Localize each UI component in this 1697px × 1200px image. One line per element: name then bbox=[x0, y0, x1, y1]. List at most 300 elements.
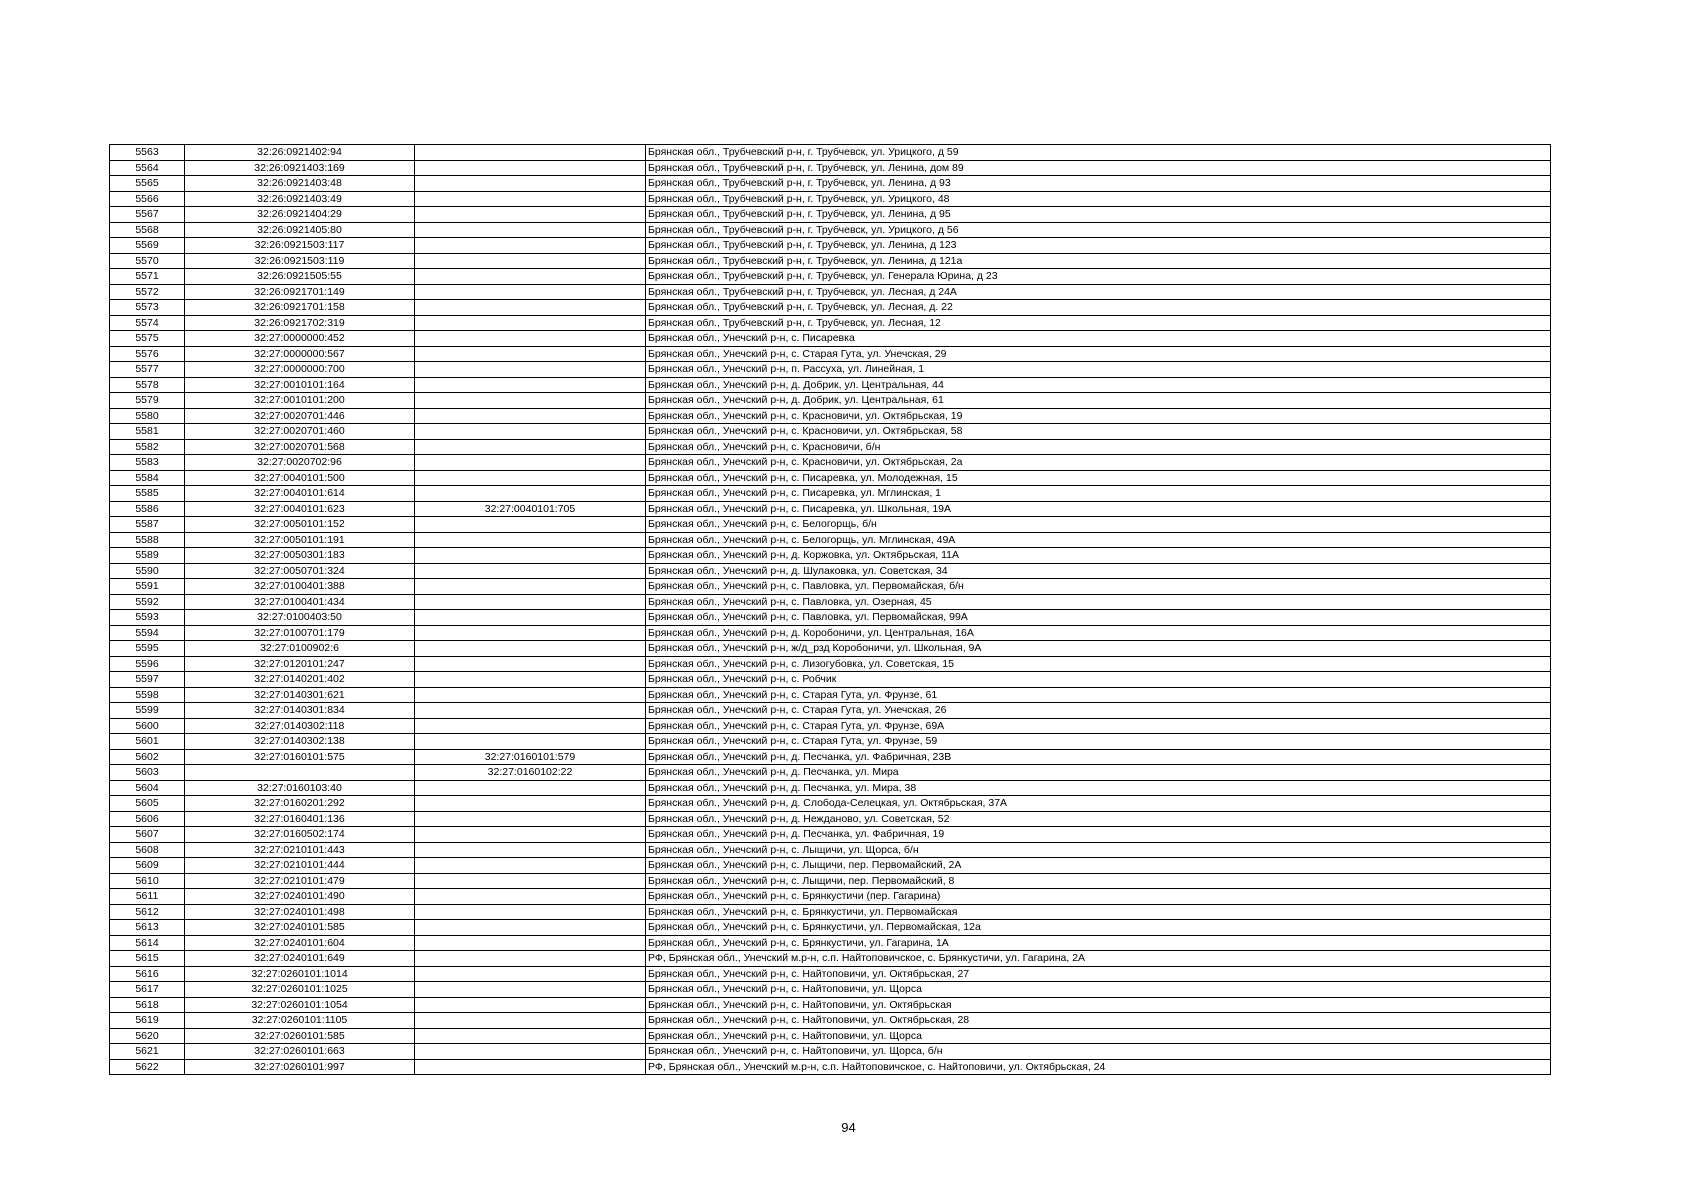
table-row bbox=[110, 238, 1551, 254]
table-row bbox=[110, 858, 1551, 874]
address-cell: Брянская обл., Трубчевский р-н, г. Трубчевск, ул. Лесная, д. 22 bbox=[646, 300, 1551, 316]
address-cell: Брянская обл., Унечский р-н, д. Слобода-Селецкая, ул. Октябрьская, 37А bbox=[646, 796, 1551, 812]
table-row bbox=[110, 951, 1551, 967]
related-cadastral-number-cell bbox=[415, 873, 646, 889]
row-number-cell: 5572 bbox=[110, 284, 185, 300]
address-cell: Брянская обл., Унечский р-н, с. Лыщичи, ул. Щорса, б/н bbox=[646, 842, 1551, 858]
address-cell: Брянская обл., Унечский р-н, с. Найтоповичи, ул. Щорса bbox=[646, 982, 1551, 998]
page-number: 94 bbox=[841, 1120, 856, 1135]
table-row bbox=[110, 827, 1551, 843]
table-row bbox=[110, 579, 1551, 595]
row-number-cell: 5577 bbox=[110, 362, 185, 378]
cadastral-number-cell: 32:27:0100701:179 bbox=[185, 625, 415, 641]
cadastral-number-cell: 32:26:0921702:319 bbox=[185, 315, 415, 331]
row-number-cell: 5580 bbox=[110, 408, 185, 424]
cadastral-number-cell: 32:27:0100401:388 bbox=[185, 579, 415, 595]
row-number-cell: 5617 bbox=[110, 982, 185, 998]
related-cadastral-number-cell bbox=[415, 827, 646, 843]
row-number-cell: 5614 bbox=[110, 935, 185, 951]
row-number-cell: 5607 bbox=[110, 827, 185, 843]
related-cadastral-number-cell bbox=[415, 439, 646, 455]
row-number-cell: 5589 bbox=[110, 548, 185, 564]
table-row bbox=[110, 765, 1551, 781]
cadastral-number-cell: 32:27:0140302:118 bbox=[185, 718, 415, 734]
cadastral-number-cell: 32:27:0260101:585 bbox=[185, 1028, 415, 1044]
address-cell: Брянская обл., Унечский р-н, д. Коробоничи, ул. Центральная, 16А bbox=[646, 625, 1551, 641]
table-row bbox=[110, 207, 1551, 223]
row-number-cell: 5620 bbox=[110, 1028, 185, 1044]
address-cell: Брянская обл., Унечский р-н, д. Песчанка, ул. Мира, 38 bbox=[646, 780, 1551, 796]
table-row bbox=[110, 966, 1551, 982]
related-cadastral-number-cell bbox=[415, 470, 646, 486]
related-cadastral-number-cell bbox=[415, 920, 646, 936]
related-cadastral-number-cell bbox=[415, 811, 646, 827]
related-cadastral-number-cell: 32:27:0160102:22 bbox=[415, 765, 646, 781]
cadastral-number-cell: 32:27:0140301:621 bbox=[185, 687, 415, 703]
cadastral-number-cell: 32:27:0000000:700 bbox=[185, 362, 415, 378]
address-cell: Брянская обл., Унечский р-н, с. Писаревка, ул. Молодежная, 15 bbox=[646, 470, 1551, 486]
row-number-cell: 5611 bbox=[110, 889, 185, 905]
cadastral-number-cell: 32:27:0160401:136 bbox=[185, 811, 415, 827]
related-cadastral-number-cell bbox=[415, 284, 646, 300]
address-cell: Брянская обл., Унечский р-н, д. Коржовка, ул. Октябрьская, 11А bbox=[646, 548, 1551, 564]
address-cell: Брянская обл., Унечский р-н, с. Старая Гута, ул. Унечская, 26 bbox=[646, 703, 1551, 719]
related-cadastral-number-cell bbox=[415, 858, 646, 874]
address-cell: Брянская обл., Унечский р-н, с. Павловка, ул. Озерная, 45 bbox=[646, 594, 1551, 610]
row-number-cell: 5585 bbox=[110, 486, 185, 502]
cadastral-number-cell bbox=[185, 765, 415, 781]
related-cadastral-number-cell bbox=[415, 889, 646, 905]
related-cadastral-number-cell bbox=[415, 656, 646, 672]
address-cell: Брянская обл., Унечский р-н, с. Брянкустичи, ул. Гагарина, 1А bbox=[646, 935, 1551, 951]
row-number-cell: 5579 bbox=[110, 393, 185, 409]
related-cadastral-number-cell bbox=[415, 982, 646, 998]
cadastral-number-cell: 32:27:0210101:443 bbox=[185, 842, 415, 858]
related-cadastral-number-cell bbox=[415, 238, 646, 254]
row-number-cell: 5594 bbox=[110, 625, 185, 641]
row-number-cell: 5586 bbox=[110, 501, 185, 517]
row-number-cell: 5596 bbox=[110, 656, 185, 672]
related-cadastral-number-cell bbox=[415, 346, 646, 362]
related-cadastral-number-cell bbox=[415, 455, 646, 471]
address-cell: Брянская обл., Трубчевский р-н, г. Трубчевск, ул. Ленина, д 121а bbox=[646, 253, 1551, 269]
address-cell: Брянская обл., Унечский р-н, с. Павловка, ул. Первомайская, б/н bbox=[646, 579, 1551, 595]
cadastral-number-cell: 32:26:0921701:149 bbox=[185, 284, 415, 300]
related-cadastral-number-cell bbox=[415, 610, 646, 626]
related-cadastral-number-cell bbox=[415, 563, 646, 579]
address-cell: Брянская обл., Унечский р-н, д. Песчанка, ул. Фабричная, 19 bbox=[646, 827, 1551, 843]
cadastral-number-cell: 32:26:0921701:158 bbox=[185, 300, 415, 316]
row-number-cell: 5608 bbox=[110, 842, 185, 858]
address-cell: Брянская обл., Трубчевский р-н, г. Трубчевск, ул. Лесная, д 24А bbox=[646, 284, 1551, 300]
row-number-cell: 5619 bbox=[110, 1013, 185, 1029]
address-cell: Брянская обл., Унечский р-н, с. Писаревка bbox=[646, 331, 1551, 347]
table-row bbox=[110, 997, 1551, 1013]
cadastral-number-cell: 32:27:0000000:452 bbox=[185, 331, 415, 347]
cadastral-number-cell: 32:27:0160103:40 bbox=[185, 780, 415, 796]
address-cell: Брянская обл., Унечский р-н, с. Робчик bbox=[646, 672, 1551, 688]
address-cell: Брянская обл., Унечский р-н, с. Найтоповичи, ул. Октябрьская, 28 bbox=[646, 1013, 1551, 1029]
row-number-cell: 5566 bbox=[110, 191, 185, 207]
row-number-cell: 5576 bbox=[110, 346, 185, 362]
related-cadastral-number-cell bbox=[415, 718, 646, 734]
row-number-cell: 5573 bbox=[110, 300, 185, 316]
table-row bbox=[110, 269, 1551, 285]
row-number-cell: 5578 bbox=[110, 377, 185, 393]
related-cadastral-number-cell bbox=[415, 1013, 646, 1029]
row-number-cell: 5622 bbox=[110, 1059, 185, 1075]
cadastral-number-cell: 32:27:0160201:292 bbox=[185, 796, 415, 812]
table-row bbox=[110, 610, 1551, 626]
address-cell: Брянская обл., Унечский р-н, с. Лизогубовка, ул. Советская, 15 bbox=[646, 656, 1551, 672]
related-cadastral-number-cell bbox=[415, 935, 646, 951]
cadastral-number-cell: 32:27:0260101:1105 bbox=[185, 1013, 415, 1029]
table-row bbox=[110, 191, 1551, 207]
address-cell: Брянская обл., Трубчевский р-н, г. Трубчевск, ул. Ленина, д 93 bbox=[646, 176, 1551, 192]
row-number-cell: 5574 bbox=[110, 315, 185, 331]
table-row bbox=[110, 718, 1551, 734]
table-row bbox=[110, 672, 1551, 688]
cadastral-number-cell: 32:27:0050701:324 bbox=[185, 563, 415, 579]
address-cell: Брянская обл., Трубчевский р-н, г. Трубчевск, ул. Урицкого, д 56 bbox=[646, 222, 1551, 238]
related-cadastral-number-cell bbox=[415, 842, 646, 858]
cadastral-number-cell: 32:27:0000000:567 bbox=[185, 346, 415, 362]
cadastral-number-cell: 32:27:0210101:479 bbox=[185, 873, 415, 889]
table-row bbox=[110, 1059, 1551, 1075]
related-cadastral-number-cell bbox=[415, 997, 646, 1013]
row-number-cell: 5612 bbox=[110, 904, 185, 920]
cadastral-number-cell: 32:27:0240101:498 bbox=[185, 904, 415, 920]
cadastral-number-cell: 32:27:0260101:1054 bbox=[185, 997, 415, 1013]
row-number-cell: 5591 bbox=[110, 579, 185, 595]
row-number-cell: 5588 bbox=[110, 532, 185, 548]
table-row bbox=[110, 284, 1551, 300]
row-number-cell: 5621 bbox=[110, 1044, 185, 1060]
cadastral-number-cell: 32:26:0921402:94 bbox=[185, 145, 415, 161]
related-cadastral-number-cell bbox=[415, 796, 646, 812]
related-cadastral-number-cell bbox=[415, 734, 646, 750]
table-row bbox=[110, 780, 1551, 796]
row-number-cell: 5575 bbox=[110, 331, 185, 347]
table-row bbox=[110, 346, 1551, 362]
cadastral-number-cell: 32:27:0100902:6 bbox=[185, 641, 415, 657]
related-cadastral-number-cell bbox=[415, 145, 646, 161]
table-row bbox=[110, 486, 1551, 502]
registry-table bbox=[109, 144, 1551, 1075]
related-cadastral-number-cell bbox=[415, 780, 646, 796]
table-row bbox=[110, 408, 1551, 424]
related-cadastral-number-cell bbox=[415, 532, 646, 548]
related-cadastral-number-cell bbox=[415, 253, 646, 269]
row-number-cell: 5565 bbox=[110, 176, 185, 192]
cadastral-number-cell: 32:26:0921503:119 bbox=[185, 253, 415, 269]
table-row bbox=[110, 982, 1551, 998]
related-cadastral-number-cell bbox=[415, 594, 646, 610]
table-row bbox=[110, 734, 1551, 750]
related-cadastral-number-cell bbox=[415, 687, 646, 703]
cadastral-number-cell: 32:27:0100403:50 bbox=[185, 610, 415, 626]
address-cell: Брянская обл., Унечский р-н, д. Нежданово, ул. Советская, 52 bbox=[646, 811, 1551, 827]
table-row bbox=[110, 641, 1551, 657]
table-row bbox=[110, 687, 1551, 703]
address-cell: РФ, Брянская обл., Унечский м.р-н, с.п. Найтоповичское, с. Брянкустичи, ул. Гагарина, 2А bbox=[646, 951, 1551, 967]
related-cadastral-number-cell bbox=[415, 207, 646, 223]
cadastral-number-cell: 32:27:0050301:183 bbox=[185, 548, 415, 564]
table-row bbox=[110, 811, 1551, 827]
cadastral-number-cell: 32:27:0100401:434 bbox=[185, 594, 415, 610]
table-row bbox=[110, 517, 1551, 533]
cadastral-number-cell: 32:26:0921403:48 bbox=[185, 176, 415, 192]
table-row bbox=[110, 873, 1551, 889]
row-number-cell: 5605 bbox=[110, 796, 185, 812]
row-number-cell: 5609 bbox=[110, 858, 185, 874]
related-cadastral-number-cell bbox=[415, 904, 646, 920]
cadastral-number-cell: 32:26:0921404:29 bbox=[185, 207, 415, 223]
related-cadastral-number-cell bbox=[415, 160, 646, 176]
cadastral-number-cell: 32:27:0160101:575 bbox=[185, 749, 415, 765]
cadastral-number-cell: 32:27:0210101:444 bbox=[185, 858, 415, 874]
row-number-cell: 5584 bbox=[110, 470, 185, 486]
address-cell: Брянская обл., Унечский р-н, с. Красновичи, ул. Октябрьская, 2а bbox=[646, 455, 1551, 471]
cadastral-number-cell: 32:27:0020702:96 bbox=[185, 455, 415, 471]
cadastral-number-cell: 32:27:0040101:623 bbox=[185, 501, 415, 517]
table-row bbox=[110, 920, 1551, 936]
address-cell: Брянская обл., Трубчевский р-н, г. Трубчевск, ул. Урицкого, д 59 bbox=[646, 145, 1551, 161]
related-cadastral-number-cell bbox=[415, 362, 646, 378]
cadastral-number-cell: 32:26:0921403:169 bbox=[185, 160, 415, 176]
table-row bbox=[110, 331, 1551, 347]
address-cell: Брянская обл., Трубчевский р-н, г. Трубчевск, ул. Ленина, д 95 bbox=[646, 207, 1551, 223]
table-row bbox=[110, 548, 1551, 564]
cadastral-number-cell: 32:27:0240101:604 bbox=[185, 935, 415, 951]
address-cell: Брянская обл., Унечский р-н, с. Писаревка, ул. Мглинская, 1 bbox=[646, 486, 1551, 502]
address-cell: Брянская обл., Унечский р-н, с. Брянкустичи, ул. Первомайская bbox=[646, 904, 1551, 920]
table-row bbox=[110, 594, 1551, 610]
table-row bbox=[110, 703, 1551, 719]
address-cell: РФ, Брянская обл., Унечский м.р-н, с.п. Найтоповичское, с. Найтоповичи, ул. Октябрьская, 24 bbox=[646, 1059, 1551, 1075]
address-cell: Брянская обл., Унечский р-н, с. Писаревка, ул. Школьная, 19А bbox=[646, 501, 1551, 517]
table-row bbox=[110, 300, 1551, 316]
cadastral-number-cell: 32:27:0260101:1025 bbox=[185, 982, 415, 998]
row-number-cell: 5597 bbox=[110, 672, 185, 688]
row-number-cell: 5604 bbox=[110, 780, 185, 796]
cadastral-number-cell: 32:26:0921505:55 bbox=[185, 269, 415, 285]
address-cell: Брянская обл., Унечский р-н, с. Брянкустичи, ул. Первомайская, 12а bbox=[646, 920, 1551, 936]
table-row bbox=[110, 1044, 1551, 1060]
address-cell: Брянская обл., Трубчевский р-н, г. Трубчевск, ул. Урицкого, 48 bbox=[646, 191, 1551, 207]
related-cadastral-number-cell bbox=[415, 393, 646, 409]
related-cadastral-number-cell bbox=[415, 408, 646, 424]
address-cell: Брянская обл., Унечский р-н, с. Красновичи, ул. Октябрьская, 19 bbox=[646, 408, 1551, 424]
address-cell: Брянская обл., Унечский р-н, с. Найтоповичи, ул. Щорса, б/н bbox=[646, 1044, 1551, 1060]
address-cell: Брянская обл., Унечский р-н, с. Лыщичи, пер. Первомайский, 2А bbox=[646, 858, 1551, 874]
address-cell: Брянская обл., Трубчевский р-н, г. Трубчевск, ул. Ленина, дом 89 bbox=[646, 160, 1551, 176]
row-number-cell: 5590 bbox=[110, 563, 185, 579]
address-cell: Брянская обл., Унечский р-н, с. Павловка, ул. Первомайская, 99А bbox=[646, 610, 1551, 626]
address-cell: Брянская обл., Унечский р-н, с. Старая Гута, ул. Фрунзе, 59 bbox=[646, 734, 1551, 750]
table-row bbox=[110, 455, 1551, 471]
cadastral-number-cell: 32:27:0120101:247 bbox=[185, 656, 415, 672]
related-cadastral-number-cell: 32:27:0160101:579 bbox=[415, 749, 646, 765]
related-cadastral-number-cell bbox=[415, 641, 646, 657]
table-row bbox=[110, 889, 1551, 905]
address-cell: Брянская обл., Унечский р-н, д. Песчанка, ул. Фабричная, 23В bbox=[646, 749, 1551, 765]
cadastral-number-cell: 32:27:0240101:490 bbox=[185, 889, 415, 905]
address-cell: Брянская обл., Унечский р-н, с. Старая Гута, ул. Унечская, 29 bbox=[646, 346, 1551, 362]
table-row bbox=[110, 315, 1551, 331]
row-number-cell: 5601 bbox=[110, 734, 185, 750]
cadastral-number-cell: 32:27:0040101:614 bbox=[185, 486, 415, 502]
address-cell: Брянская обл., Унечский р-н, д. Добрик, ул. Центральная, 61 bbox=[646, 393, 1551, 409]
row-number-cell: 5603 bbox=[110, 765, 185, 781]
related-cadastral-number-cell bbox=[415, 222, 646, 238]
cadastral-number-cell: 32:27:0050101:152 bbox=[185, 517, 415, 533]
address-cell: Брянская обл., Унечский р-н, с. Найтоповичи, ул. Октябрьская, 27 bbox=[646, 966, 1551, 982]
address-cell: Брянская обл., Унечский р-н, с. Красновичи, б/н bbox=[646, 439, 1551, 455]
row-number-cell: 5613 bbox=[110, 920, 185, 936]
related-cadastral-number-cell bbox=[415, 1044, 646, 1060]
related-cadastral-number-cell bbox=[415, 486, 646, 502]
related-cadastral-number-cell bbox=[415, 625, 646, 641]
address-cell: Брянская обл., Трубчевский р-н, г. Трубчевск, ул. Лесная, 12 bbox=[646, 315, 1551, 331]
cadastral-number-cell: 32:27:0010101:200 bbox=[185, 393, 415, 409]
cadastral-number-cell: 32:26:0921503:117 bbox=[185, 238, 415, 254]
related-cadastral-number-cell bbox=[415, 672, 646, 688]
table-row bbox=[110, 377, 1551, 393]
related-cadastral-number-cell bbox=[415, 966, 646, 982]
table-row bbox=[110, 222, 1551, 238]
address-cell: Брянская обл., Унечский р-н, с. Найтоповичи, ул. Щорса bbox=[646, 1028, 1551, 1044]
row-number-cell: 5602 bbox=[110, 749, 185, 765]
cadastral-number-cell: 32:26:0921405:80 bbox=[185, 222, 415, 238]
cadastral-number-cell: 32:27:0160502:174 bbox=[185, 827, 415, 843]
row-number-cell: 5568 bbox=[110, 222, 185, 238]
row-number-cell: 5564 bbox=[110, 160, 185, 176]
related-cadastral-number-cell: 32:27:0040101:705 bbox=[415, 501, 646, 517]
row-number-cell: 5569 bbox=[110, 238, 185, 254]
address-cell: Брянская обл., Унечский р-н, ж/д_рзд Коробоничи, ул. Школьная, 9А bbox=[646, 641, 1551, 657]
related-cadastral-number-cell bbox=[415, 703, 646, 719]
table-row bbox=[110, 563, 1551, 579]
address-cell: Брянская обл., Унечский р-н, д. Шулаковка, ул. Советская, 34 bbox=[646, 563, 1551, 579]
row-number-cell: 5563 bbox=[110, 145, 185, 161]
table-row bbox=[110, 532, 1551, 548]
row-number-cell: 5593 bbox=[110, 610, 185, 626]
related-cadastral-number-cell bbox=[415, 269, 646, 285]
address-cell: Брянская обл., Трубчевский р-н, г. Трубчевск, ул. Генерала Юрина, д 23 bbox=[646, 269, 1551, 285]
row-number-cell: 5570 bbox=[110, 253, 185, 269]
address-cell: Брянская обл., Трубчевский р-н, г. Трубчевск, ул. Ленина, д 123 bbox=[646, 238, 1551, 254]
address-cell: Брянская обл., Унечский р-н, с. Белогорщь, б/н bbox=[646, 517, 1551, 533]
related-cadastral-number-cell bbox=[415, 951, 646, 967]
table-row bbox=[110, 656, 1551, 672]
address-cell: Брянская обл., Унечский р-н, п. Рассуха, ул. Линейная, 1 bbox=[646, 362, 1551, 378]
row-number-cell: 5615 bbox=[110, 951, 185, 967]
row-number-cell: 5610 bbox=[110, 873, 185, 889]
table-row bbox=[110, 176, 1551, 192]
row-number-cell: 5567 bbox=[110, 207, 185, 223]
row-number-cell: 5606 bbox=[110, 811, 185, 827]
cadastral-number-cell: 32:27:0140201:402 bbox=[185, 672, 415, 688]
cadastral-number-cell: 32:27:0240101:585 bbox=[185, 920, 415, 936]
related-cadastral-number-cell bbox=[415, 579, 646, 595]
table-row bbox=[110, 253, 1551, 269]
related-cadastral-number-cell bbox=[415, 1059, 646, 1075]
cadastral-number-cell: 32:27:0240101:649 bbox=[185, 951, 415, 967]
table-row bbox=[110, 842, 1551, 858]
table-row bbox=[110, 362, 1551, 378]
cadastral-number-cell: 32:27:0260101:997 bbox=[185, 1059, 415, 1075]
cadastral-number-cell: 32:27:0010101:164 bbox=[185, 377, 415, 393]
related-cadastral-number-cell bbox=[415, 331, 646, 347]
table-row bbox=[110, 935, 1551, 951]
table-row bbox=[110, 145, 1551, 161]
cadastral-number-cell: 32:27:0140302:138 bbox=[185, 734, 415, 750]
table-row bbox=[110, 1028, 1551, 1044]
address-cell: Брянская обл., Унечский р-н, с. Брянкустичи (пер. Гагарина) bbox=[646, 889, 1551, 905]
related-cadastral-number-cell bbox=[415, 191, 646, 207]
address-cell: Брянская обл., Унечский р-н, с. Найтоповичи, ул. Октябрьская bbox=[646, 997, 1551, 1013]
related-cadastral-number-cell bbox=[415, 548, 646, 564]
row-number-cell: 5598 bbox=[110, 687, 185, 703]
table-row bbox=[110, 1013, 1551, 1029]
related-cadastral-number-cell bbox=[415, 1028, 646, 1044]
row-number-cell: 5616 bbox=[110, 966, 185, 982]
row-number-cell: 5600 bbox=[110, 718, 185, 734]
cadastral-number-cell: 32:27:0020701:446 bbox=[185, 408, 415, 424]
related-cadastral-number-cell bbox=[415, 176, 646, 192]
related-cadastral-number-cell bbox=[415, 517, 646, 533]
cadastral-number-cell: 32:27:0260101:663 bbox=[185, 1044, 415, 1060]
row-number-cell: 5583 bbox=[110, 455, 185, 471]
related-cadastral-number-cell bbox=[415, 315, 646, 331]
row-number-cell: 5592 bbox=[110, 594, 185, 610]
row-number-cell: 5595 bbox=[110, 641, 185, 657]
related-cadastral-number-cell bbox=[415, 300, 646, 316]
address-cell: Брянская обл., Унечский р-н, с. Лыщичи, пер. Первомайский, 8 bbox=[646, 873, 1551, 889]
row-number-cell: 5599 bbox=[110, 703, 185, 719]
table-row bbox=[110, 625, 1551, 641]
registry-table-body bbox=[110, 145, 1551, 1075]
address-cell: Брянская обл., Унечский р-н, с. Белогорщь, ул. Мглинская, 49А bbox=[646, 532, 1551, 548]
related-cadastral-number-cell bbox=[415, 424, 646, 440]
row-number-cell: 5571 bbox=[110, 269, 185, 285]
table-row bbox=[110, 439, 1551, 455]
table-row bbox=[110, 424, 1551, 440]
row-number-cell: 5581 bbox=[110, 424, 185, 440]
cadastral-number-cell: 32:27:0020701:568 bbox=[185, 439, 415, 455]
cadastral-number-cell: 32:27:0260101:1014 bbox=[185, 966, 415, 982]
table-row bbox=[110, 904, 1551, 920]
cadastral-number-cell: 32:27:0040101:500 bbox=[185, 470, 415, 486]
table-row bbox=[110, 470, 1551, 486]
address-cell: Брянская обл., Унечский р-н, с. Красновичи, ул. Октябрьская, 58 bbox=[646, 424, 1551, 440]
cadastral-number-cell: 32:27:0140301:834 bbox=[185, 703, 415, 719]
address-cell: Брянская обл., Унечский р-н, д. Добрик, ул. Центральная, 44 bbox=[646, 377, 1551, 393]
address-cell: Брянская обл., Унечский р-н, с. Старая Гута, ул. Фрунзе, 69А bbox=[646, 718, 1551, 734]
row-number-cell: 5587 bbox=[110, 517, 185, 533]
address-cell: Брянская обл., Унечский р-н, с. Старая Гута, ул. Фрунзе, 61 bbox=[646, 687, 1551, 703]
table-row bbox=[110, 393, 1551, 409]
cadastral-number-cell: 32:26:0921403:49 bbox=[185, 191, 415, 207]
related-cadastral-number-cell bbox=[415, 377, 646, 393]
table-row bbox=[110, 160, 1551, 176]
cadastral-number-cell: 32:27:0020701:460 bbox=[185, 424, 415, 440]
table-row bbox=[110, 796, 1551, 812]
table-row bbox=[110, 749, 1551, 765]
row-number-cell: 5618 bbox=[110, 997, 185, 1013]
table-row bbox=[110, 501, 1551, 517]
